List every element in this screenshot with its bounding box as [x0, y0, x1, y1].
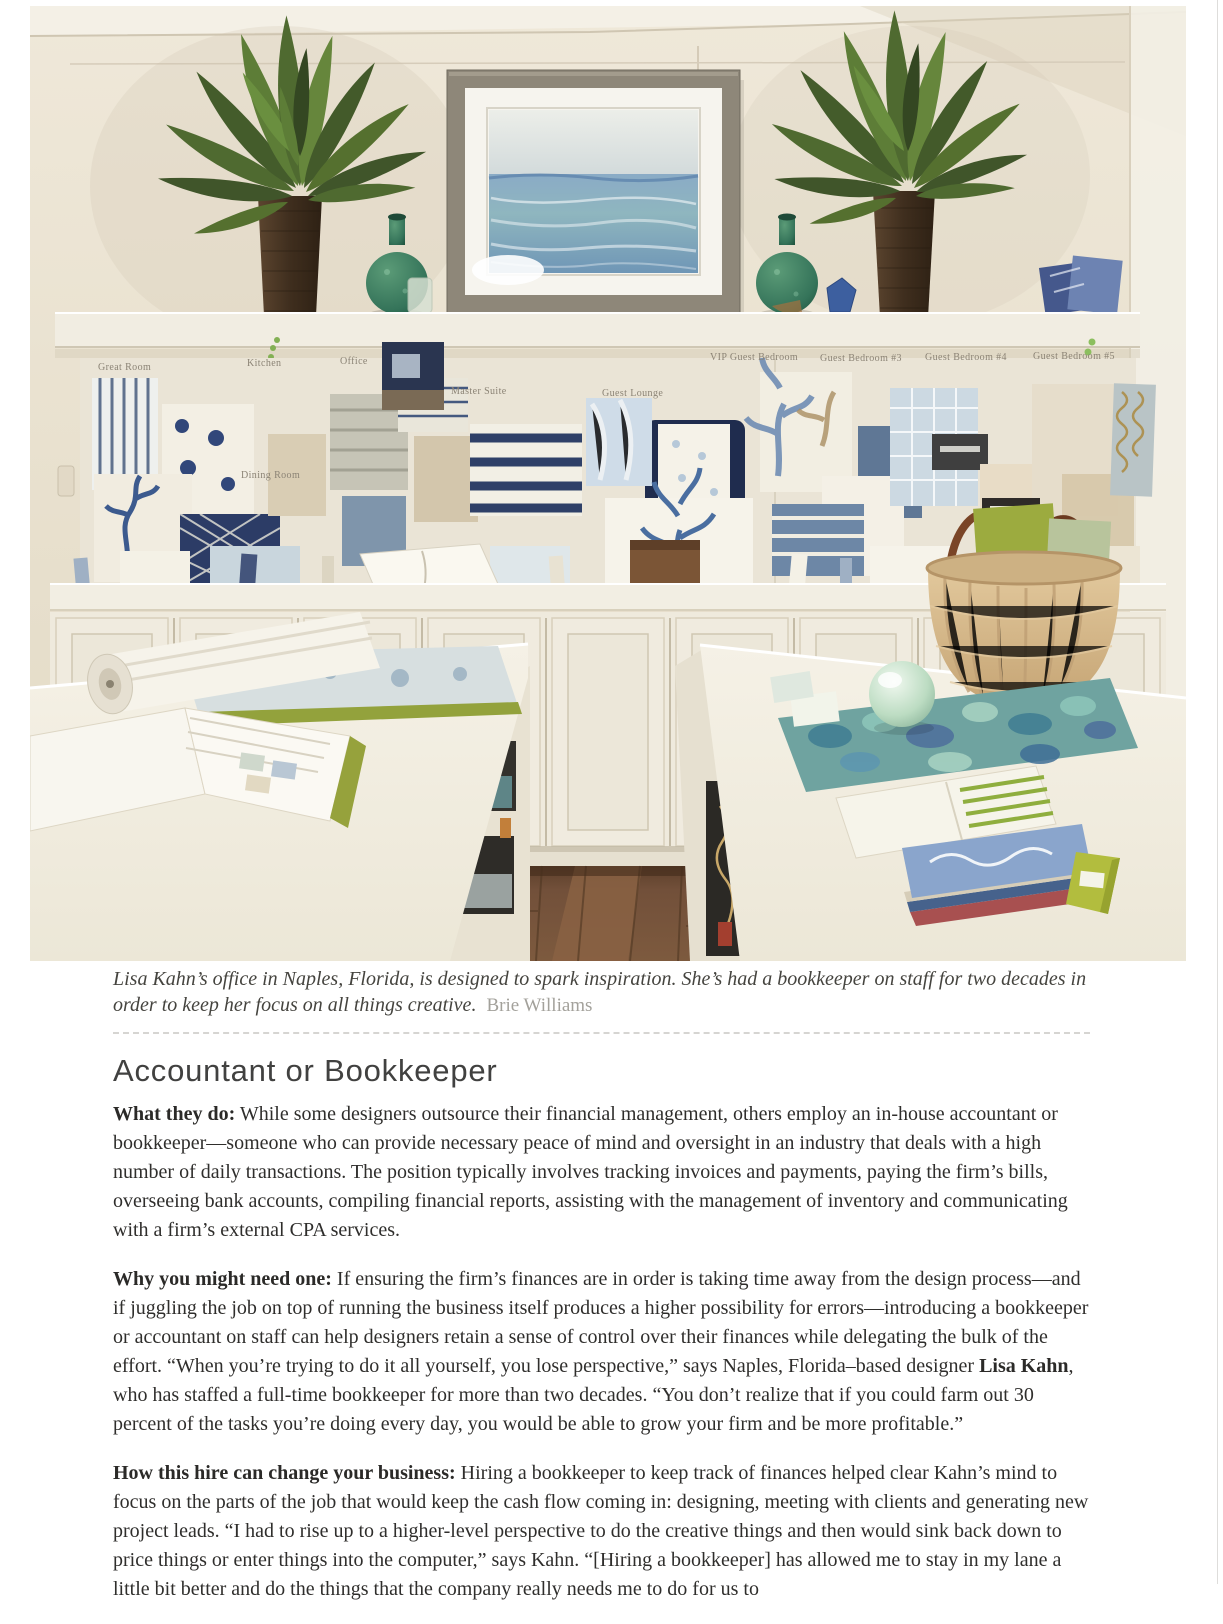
paragraph-why-you-might-need-one [113, 1265, 1090, 1439]
photo-credit: Brie Williams [486, 995, 593, 1016]
board-label: Office [340, 356, 368, 367]
board-label: Kitchen [247, 358, 282, 369]
pencil-cup [500, 818, 511, 838]
paragraph-text: Hiring a bookkeeper to keep track of finances helped clear Kahn’s mind to focus on the parts of the job that would keep the cash flow coming in: designing, meeting with clients and generating new project leads. “I had to rise up to a higher-level perspective to do the creative things and then would sink back down to price things or enter things into the computer,” says Kahn. “[Hiring a bookkeeper] has allowed me to stay in my lane a little bit better and do the things that the company really needs me to do for us to [113, 1462, 1089, 1600]
paragraph-text: While some designers outsource their financial management, others employ an in-house accountant or bookkeeper—someone who can provide necessary peace of mind and oversight in an industry that deals with a high number of daily transactions. The position typically involves tracking invoices and payments, paying the firm’s bills, overseeing bank accounts, compiling financial reports, assisting with the management of inventory and communicating with a firm’s external CPA services. [113, 1103, 1068, 1241]
paragraph-lead-label: Why you might need one: [113, 1268, 332, 1290]
office-photo-illustration [30, 6, 1186, 961]
work-table-left [30, 612, 530, 961]
board-label: Dining Room [241, 470, 301, 481]
red-handle [718, 922, 732, 946]
light-switch [58, 466, 74, 496]
glass-cup [408, 278, 432, 313]
board-label: Guest Bedroom #3 [820, 353, 902, 364]
photo-caption [113, 966, 1090, 1019]
paragraph-lead-label: What they do: [113, 1103, 236, 1125]
section-heading: Accountant or Bookkeeper [113, 1053, 498, 1088]
board-label: VIP Guest Bedroom [710, 352, 799, 363]
paragraph-how-this-hire-changes-business [113, 1459, 1090, 1604]
glass-glare [472, 255, 544, 285]
board-label: Guest Lounge [602, 388, 664, 399]
designer-name: Lisa Kahn [979, 1355, 1069, 1377]
paragraph-lead-label: How this hire can change your business: [113, 1462, 456, 1484]
caption-text: Lisa Kahn’s office in Naples, Florida, is designed to spark inspiration. She’s had a bookkeeper on staff for two decades in order to keep her focus on all things creative. [113, 968, 1087, 1016]
board-label: Master Suite [451, 386, 507, 397]
board-label: Guest Bedroom #4 [925, 352, 1007, 363]
shelf-board [55, 313, 1140, 347]
paragraph-what-they-do [113, 1100, 1090, 1245]
woven-basket [927, 503, 1121, 706]
page-right-border [1217, 0, 1218, 1584]
paragraph-text: , who has staffed a full-time bookkeeper for more than two decades. “You don’t realize that if you could farm out 30 percent of the tasks you’re doing every day, you would be able to grow your firm and be more profitable.” [113, 1355, 1074, 1435]
article-paragraphs [113, 1100, 1090, 1604]
dashed-divider [113, 1032, 1090, 1034]
board-label: Great Room [98, 362, 152, 373]
article-body [113, 966, 1090, 1624]
framed-seascape [447, 70, 744, 323]
article-hero-photo [30, 6, 1186, 961]
paragraph-text: If ensuring the firm’s finances are in order is taking time away from the design process—and if juggling the job on top of running the business itself produces a higher possibility for errors—introducing a bookkeeper or accountant on staff can help designers retain a sense of control over their finances while delegating the bulk of the effort. “When you’re trying to do it all yourself, you lose perspective,” says Naples, Florida–based designer [113, 1268, 1089, 1377]
board-label: Guest Bedroom #5 [1033, 351, 1115, 362]
